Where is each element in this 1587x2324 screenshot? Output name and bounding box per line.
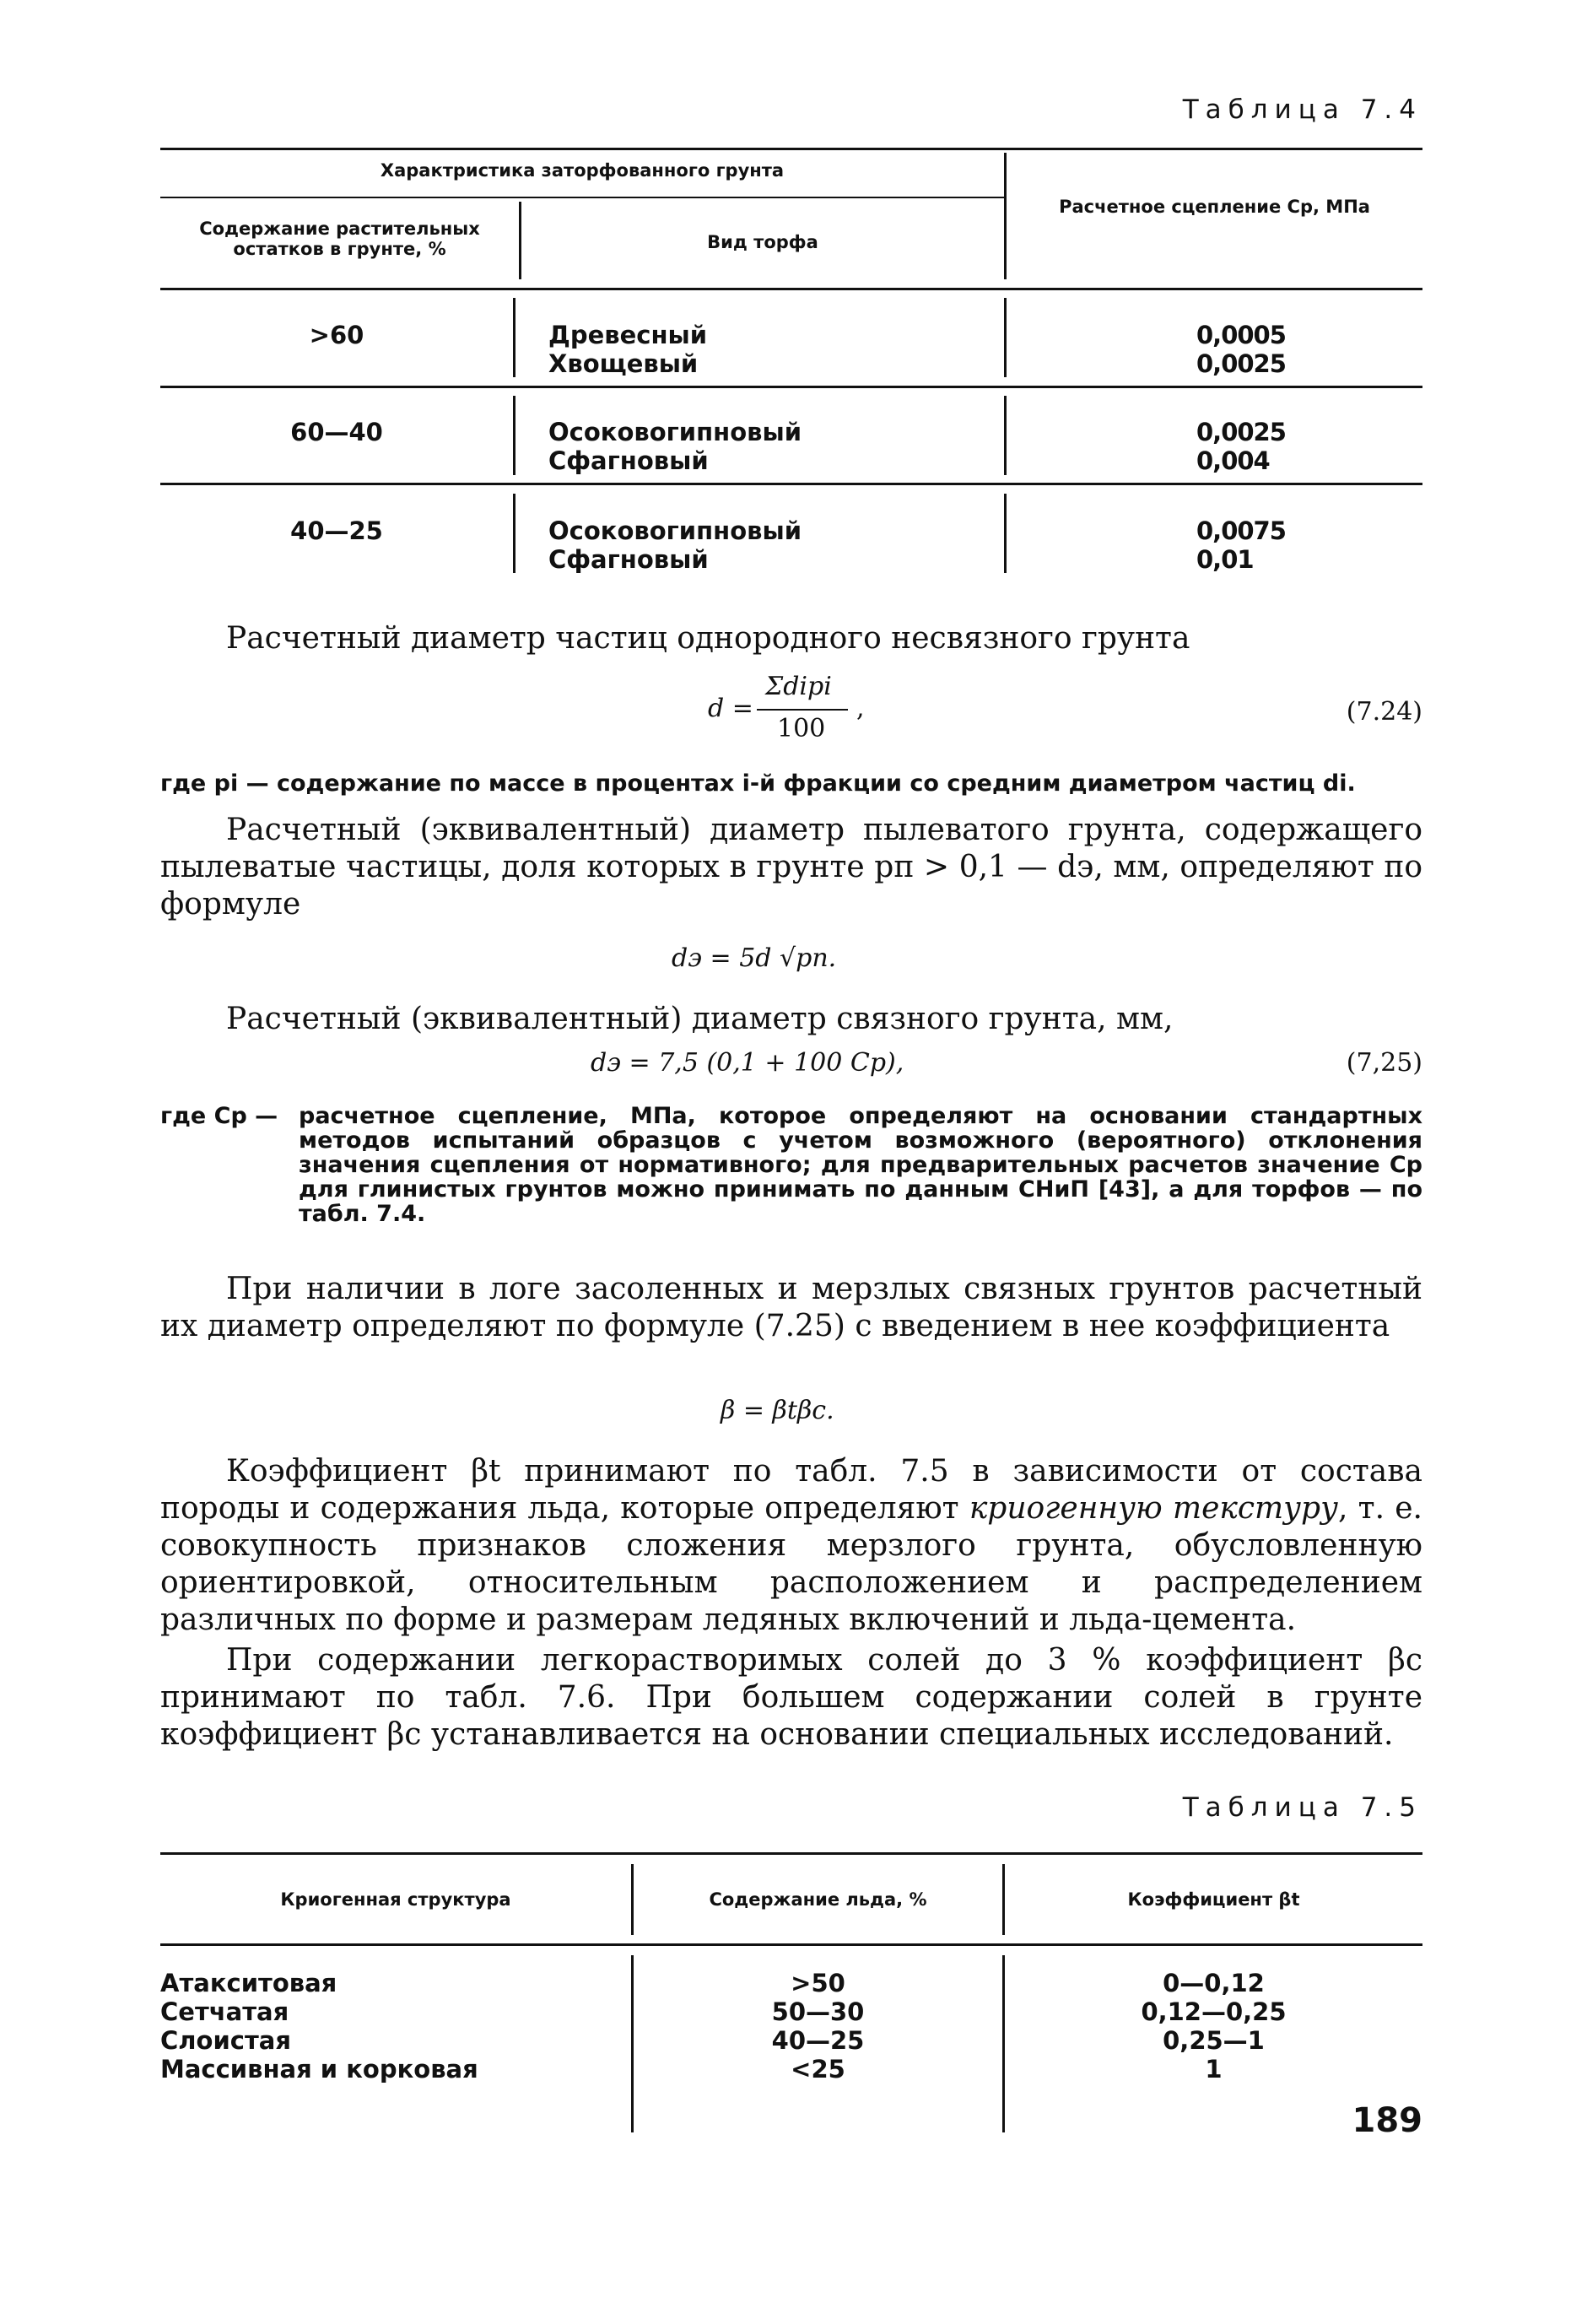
table-cell: 1 <box>1205 2055 1223 2083</box>
table-cell: 0,0025 <box>1196 418 1286 446</box>
table-rule <box>160 1943 1422 1946</box>
table-cell: Сфагновый <box>548 545 709 574</box>
table-cell: Сетчатая <box>160 1997 289 2026</box>
table-cell: Сфагновый <box>548 446 709 475</box>
table-cell: Хвощевый <box>548 349 699 378</box>
paragraph: При наличии в логе засоленных и мерзлых связных грунтов расчетный их диаметр определяют по формуле (7.25) с введением в нее коэффициента <box>160 1272 1422 1343</box>
table-cell: >50 <box>791 1969 845 1997</box>
table-rule <box>513 494 516 573</box>
table-7-5-caption: Таблица 7.5 <box>1182 1792 1422 1823</box>
table-rule <box>513 396 516 475</box>
where-label: где Cp — <box>160 1103 278 1129</box>
paragraph: Расчетный (эквивалентный) диаметр связного грунта, мм, <box>226 1002 1174 1036</box>
table-cell: Атакситовая <box>160 1969 337 1997</box>
column-header: Содержание растительных остатков в грунте, % <box>199 219 480 259</box>
formula-7-25: dэ = 7,5 (0,1 + 100 Cp), <box>591 1048 904 1078</box>
table-rule <box>513 298 516 377</box>
table-rule <box>1004 298 1007 377</box>
column-header: Содержание льда, % <box>709 1889 927 1910</box>
table-rule <box>1004 494 1007 573</box>
paragraph: Расчетный (эквивалентный) диаметр пылеватого грунта, содержащего пылеватые частицы, доля которых в грунте pп > 0,1 — dэ, мм, определяют по формуле <box>160 813 1422 921</box>
formula-de: dэ = 5d √pп. <box>672 943 837 973</box>
paragraph: При содержании легкорастворимых солей до 3 % коэффициент βc принимают по табл. 7.6. При большем содержании солей в грунте коэффициент βc устанавливается на основании специальных исследований. <box>160 1643 1422 1752</box>
table-rule <box>1004 396 1007 475</box>
table-rule <box>160 197 1004 198</box>
table-cell: Массивная и корковая <box>160 2055 478 2083</box>
table-7-4 <box>160 148 1422 586</box>
table-cell: Древесный <box>548 321 708 349</box>
paragraph <box>160 1453 1422 1639</box>
formula-numerator: Σdipi <box>765 672 832 701</box>
column-header: Вид торфа <box>707 232 818 252</box>
table-cell: Осоковогипновый <box>548 516 802 545</box>
fraction-bar <box>757 709 848 711</box>
formula-lhs: d = <box>708 694 753 723</box>
column-header: Коэффициент βt <box>1127 1889 1300 1910</box>
where-note: где pi — содержание по массе в процентах i-й фракции со средним диаметром частиц di. <box>160 770 1356 797</box>
table-group-header: Характристика заторфованного грунта <box>380 160 785 181</box>
table-cell: 0,0025 <box>1196 349 1286 378</box>
table-cell: 0,12—0,25 <box>1141 1997 1287 2026</box>
table-cell: 50—30 <box>771 1997 865 2026</box>
formula-denominator: 100 <box>777 714 826 743</box>
emphasis-term: криогенную текстуру <box>969 1491 1338 1526</box>
table-cell: 0,0005 <box>1196 321 1286 349</box>
table-rule <box>160 148 1422 150</box>
equation-number: (7.24) <box>1346 697 1422 727</box>
column-header: Криогенная структура <box>280 1889 511 1910</box>
text-run: Коэффициент βt принимают по табл. 7.5 в зависимости от состава породы и содержания льда, которые определяют <box>160 1454 1422 1526</box>
table-rule <box>160 1852 1422 1855</box>
text-run: , т. е. совокупность признаков сложения мерзлого грунта, обусловленную ориентировкой, относительным расположением и распределением различных по форме и размерам ледяных включений и льда-цемента. <box>160 1491 1422 1637</box>
table-cell: 0,25—1 <box>1163 2026 1265 2055</box>
table-cell: 0,01 <box>1196 545 1254 574</box>
table-cell: 0—0,12 <box>1163 1969 1265 1997</box>
equation-number: (7,25) <box>1346 1048 1422 1078</box>
formula-7-24: d = Σdipi 100 , <box>708 672 865 743</box>
table-cell: 0,004 <box>1196 446 1270 475</box>
table-7-4-caption: Таблица 7.4 <box>1182 95 1422 125</box>
table-7-5 <box>160 1852 1422 2139</box>
table-rule <box>160 288 1422 290</box>
paragraph: Расчетный диаметр частиц однородного несвязного грунта <box>226 621 1190 656</box>
table-cell: 0,0075 <box>1196 516 1286 545</box>
table-cell: 60—40 <box>290 418 383 446</box>
page-number: 189 <box>1352 2101 1422 2140</box>
table-cell: Слоистая <box>160 2026 291 2055</box>
column-header: Расчетное сцепление Cp, МПа <box>1059 197 1370 217</box>
formula-beta: β = βtβc. <box>721 1396 834 1425</box>
where-note: расчетное сцепление, МПа, которое определяют на основании стандартных методов испытаний образцов с учетом возможного (вероятного) отклонения значения сцепления от нормативного; для предварительных расчетов значение Cp для глинистых грунтов можно принимать по данным СНиП [43], а для торфов — по табл. 7.4. <box>299 1103 1422 1227</box>
table-rule <box>160 483 1422 485</box>
table-rule <box>160 386 1422 388</box>
table-cell: Осоковогипновый <box>548 418 802 446</box>
table-cell: >60 <box>309 321 364 349</box>
table-cell: 40—25 <box>771 2026 865 2055</box>
table-cell: 40—25 <box>290 516 383 545</box>
table-cell: <25 <box>791 2055 845 2083</box>
